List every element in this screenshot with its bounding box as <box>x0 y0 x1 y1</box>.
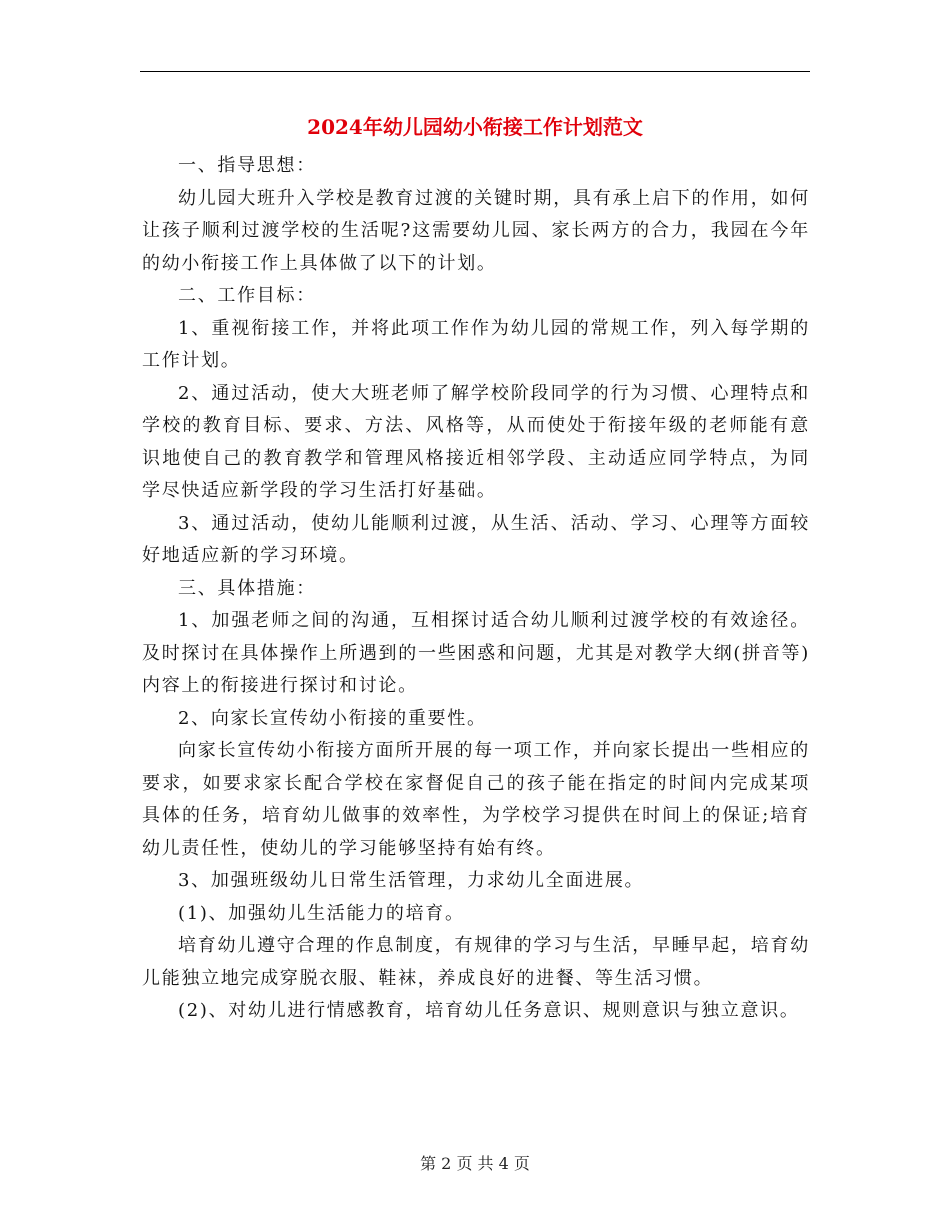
paragraph: 1、重视衔接工作，并将此项工作作为幼儿园的常规工作，列入每学期的工作计划。 <box>142 317 810 371</box>
paragraph: (1)、加强幼儿生活能力的培育。 <box>178 902 465 924</box>
section-heading-measures: 三、具体措施： <box>178 577 316 599</box>
document-title: 2024年幼儿园幼小衔接工作计划范文 <box>307 115 643 139</box>
paragraph: 3、通过活动，使幼儿能顺利过渡，从生活、活动、学习、心理等方面较好地适应新的学习环境。 <box>142 512 810 566</box>
paragraph: 幼儿园大班升入学校是教育过渡的关键时期，具有承上启下的作用，如何让孩子顺利过渡学校的生活呢?这需要幼儿园、家长两方的合力，我园在今年的幼小衔接工作上具体做了以下的计划。 <box>142 187 810 274</box>
paragraph: 向家长宣传幼小衔接方面所开展的每一项工作，并向家长提出一些相应的要求，如要求家长配合学校在家督促自己的孩子能在指定的时间内完成某项具体的任务，培育幼儿做事的效率性，为学校学习提供在时间上的保证;培育幼儿责任性，使幼儿的学习能够坚持有始有终。 <box>142 740 810 859</box>
paragraph: 培育幼儿遵守合理的作息制度，有规律的学习与生活，早睡早起，培育幼儿能独立地完成穿脱衣服、鞋袜，养成良好的进餐、等生活习惯。 <box>142 935 810 989</box>
paragraph: 2、向家长宣传幼小衔接的重要性。 <box>178 707 487 729</box>
page-number-footer: 第 2 页 共 4 页 <box>420 1154 530 1173</box>
document-body <box>142 150 810 1028</box>
header-rule <box>140 71 810 72</box>
paragraph: 2、通过活动，使大大班老师了解学校阶段同学的行为习惯、心理特点和学校的教育目标、要求、方法、风格等，从而使处于衔接年级的老师能有意识地使自己的教育教学和管理风格接近相邻学段、主动适应同学特点，为同学尽快适应新学段的学习生活打好基础。 <box>142 382 810 501</box>
paragraph: 3、加强班级幼儿日常生活管理，力求幼儿全面进展。 <box>178 870 645 891</box>
section-heading-guiding-thought: 一、指导思想： <box>178 155 316 176</box>
section-heading-work-goals: 二、工作目标： <box>178 285 316 306</box>
paragraph: 1、加强老师之间的沟通，互相探讨适合幼儿顺利过渡学校的有效途径。及时探讨在具体操作上所遇到的一些困惑和问题，尤其是对教学大纲(拼音等)内容上的衔接进行探讨和讨论。 <box>142 610 810 696</box>
paragraph: (2)、对幼儿进行情感教育，培育幼儿任务意识、规则意识与独立意识。 <box>178 1000 800 1021</box>
